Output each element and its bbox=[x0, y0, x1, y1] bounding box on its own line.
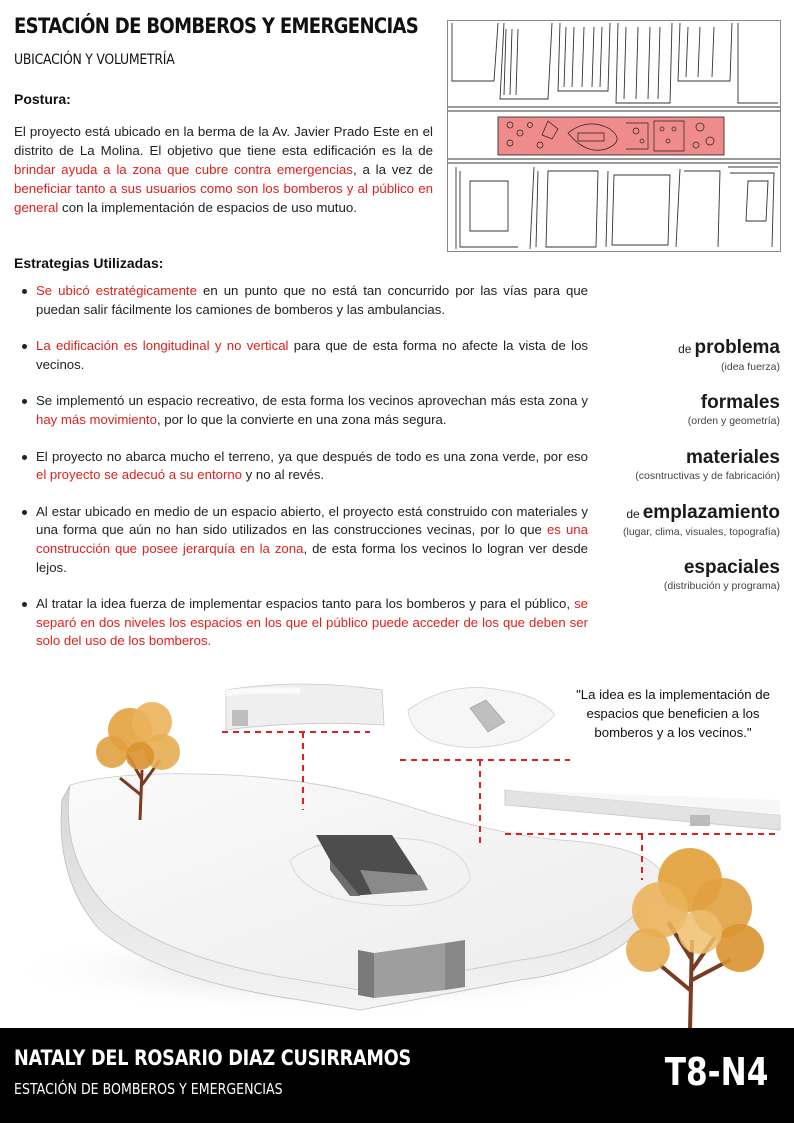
highlighted-text: el proyecto se adecuó a su entorno bbox=[36, 467, 243, 483]
criterion-item bbox=[560, 391, 780, 446]
criterion-name: emplazamiento bbox=[642, 502, 780, 523]
body-text: El proyecto no abarca mucho el terreno, ya que después de todo es una zona verde, por eso bbox=[36, 448, 588, 464]
criterion-subtitle: (idea fuerza) bbox=[721, 361, 780, 373]
body-text: , por lo que la convierte en una zona más segura. bbox=[156, 411, 447, 427]
author-name: NATALY DEL ROSARIO DIAZ CUSIRRAMOS bbox=[14, 1046, 411, 1070]
criterion-name: formales bbox=[700, 392, 780, 413]
highlighted-text: es una construcción que posee jerarquía en la zona bbox=[36, 522, 588, 556]
page-subtitle: UBICACIÓN Y VOLUMETRÍA bbox=[14, 52, 175, 68]
strategy-item bbox=[36, 448, 588, 485]
sheet-code: T8-N4 bbox=[664, 1050, 768, 1094]
strategy-item bbox=[36, 337, 588, 374]
highlighted-text: brindar ayuda a la zona que cubre contra emergencias bbox=[14, 162, 353, 177]
criterion-subtitle: (orden y geometría) bbox=[687, 415, 780, 427]
strategy-item bbox=[36, 392, 588, 429]
strategy-item bbox=[36, 503, 588, 577]
location-map-icon bbox=[447, 20, 781, 252]
criterion-name: materiales bbox=[685, 447, 780, 468]
highlighted-text: Se ubicó estratégicamente bbox=[36, 283, 197, 298]
criterion-title bbox=[560, 501, 780, 526]
criterion-item bbox=[560, 501, 780, 556]
highlighted-text: La edificación es longitudinal y no vertical bbox=[36, 338, 289, 354]
criterion-prefix: de bbox=[626, 507, 640, 521]
strategy-item bbox=[36, 282, 588, 319]
body-text: para que de esta forma no afecte la vista de los vecinos. bbox=[36, 338, 588, 372]
criterion-item bbox=[560, 446, 780, 501]
body-text: , de esta forma los vecinos lo logran ver desde lejos. bbox=[36, 540, 588, 575]
criterion-title bbox=[560, 446, 780, 470]
body-text: Al estar ubicado en medio de un espacio abierto, el proyecto está construido con materiales y una forma que aún no han sido utilizados en las construcciones vecinas, por lo que bbox=[36, 503, 588, 538]
body-text: en un punto que no está tan concurrido por las vías para que puedan salir fácilmente los camiones de bomberos y las ambulancias. bbox=[36, 283, 588, 317]
highlighted-text: hay más movimiento bbox=[36, 411, 157, 427]
body-text: , a la vez de bbox=[352, 162, 434, 177]
criteria-list bbox=[560, 336, 780, 611]
body-text: El proyecto está ubicado en la berma de la Av. Javier Prado Este en el distrito de La Molina. El objetivo que tiene esta edificación es la de bbox=[14, 124, 433, 158]
criterion-name: espaciales bbox=[683, 557, 780, 578]
strategies-list bbox=[20, 282, 588, 669]
body-text: con la implementación de espacios de uso mutuo. bbox=[58, 200, 357, 215]
criterion-item bbox=[560, 336, 780, 391]
project-name: ESTACIÓN DE BOMBEROS Y EMERGENCIAS bbox=[14, 1080, 283, 1098]
highlighted-text: se separó en dos niveles los espacios en los que el público puede acceder de los que deben ser solo del uso de los bomberos. bbox=[36, 596, 588, 649]
body-text: Al tratar la idea fuerza de implementar espacios tanto para los bomberos y para el público, bbox=[36, 596, 575, 612]
criterion-prefix: de bbox=[678, 342, 692, 356]
criterion-title bbox=[560, 556, 780, 580]
criterion-item bbox=[560, 556, 780, 611]
criterion-subtitle: (lugar, clima, visuales, topografía) bbox=[623, 526, 780, 538]
body-text: Se implementó un espacio recreativo, de esta forma los vecinos aprovechan más esta zona y bbox=[36, 393, 588, 409]
criterion-subtitle: (distribución y programa) bbox=[663, 580, 780, 592]
building-render-icon bbox=[0, 660, 794, 1030]
criterion-name: problema bbox=[694, 337, 780, 358]
project-quote: "La idea es la implementación de espacios que beneficien a los bomberos y a los vecinos." bbox=[576, 687, 770, 740]
postura-heading: Postura: bbox=[14, 91, 71, 107]
strategies-heading: Estrategias Utilizadas: bbox=[14, 255, 164, 271]
postura-paragraph bbox=[14, 122, 433, 217]
page-title: ESTACIÓN DE BOMBEROS Y EMERGENCIAS bbox=[14, 14, 419, 38]
body-text: y no al revés. bbox=[242, 467, 325, 483]
criterion-title bbox=[560, 336, 780, 361]
highlighted-text: beneficiar tanto a sus usuarios como son los bomberos y al público en general bbox=[14, 181, 433, 215]
criterion-subtitle: (cosntructivas y de fabricación) bbox=[635, 470, 780, 482]
strategy-item bbox=[36, 595, 588, 651]
criterion-title bbox=[560, 391, 780, 415]
footer-bar bbox=[0, 1028, 794, 1123]
